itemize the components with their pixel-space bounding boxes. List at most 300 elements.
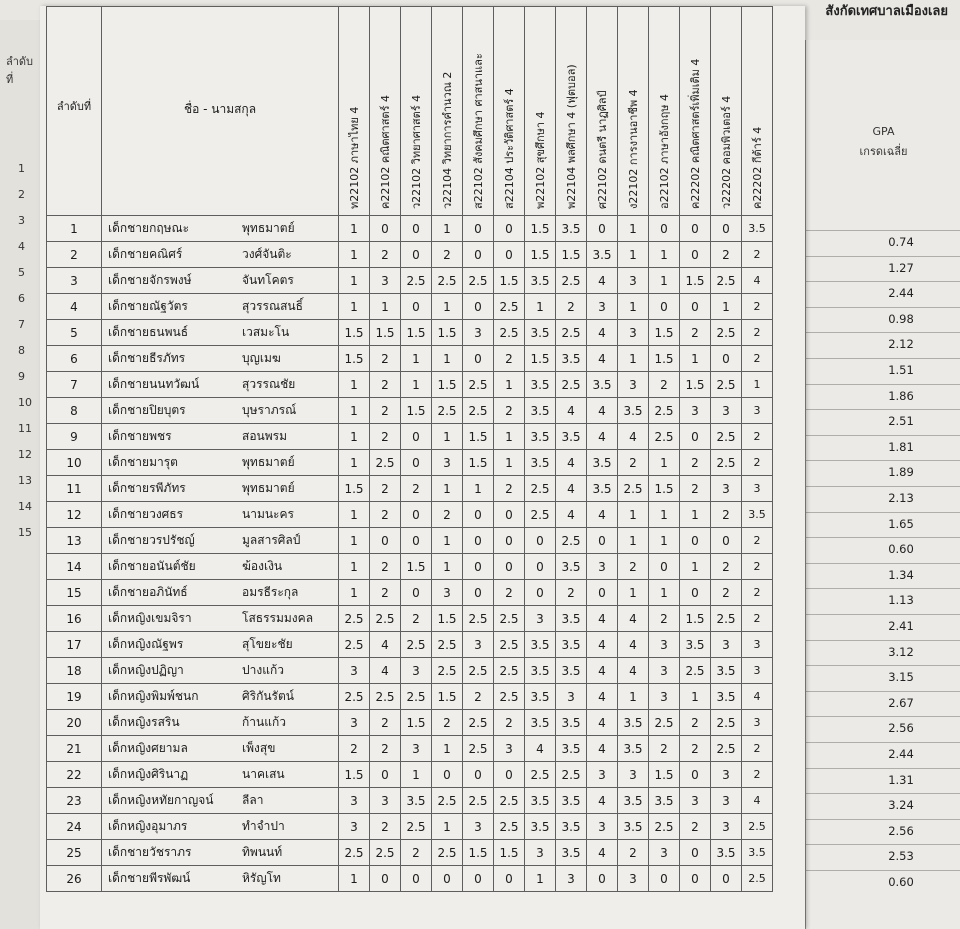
gpa-row-divider xyxy=(806,537,960,538)
grade-cell: 2 xyxy=(370,814,401,840)
grade-cell: 3.5 xyxy=(525,372,556,398)
gpa-value: 1.13 xyxy=(888,593,914,608)
grade-cell: 1.5 xyxy=(432,372,463,398)
grade-cell: 3.5 xyxy=(556,554,587,580)
grade-cell: 3.5 xyxy=(587,476,618,502)
grade-cell: 1.5 xyxy=(680,372,711,398)
grade-cell: 1.5 xyxy=(432,684,463,710)
grade-cell: 3.5 xyxy=(618,398,649,424)
grade-cell: 0 xyxy=(463,502,494,528)
grade-cell-extra: 3 xyxy=(742,710,773,736)
grade-cell: 4 xyxy=(587,710,618,736)
grade-cell: 3.5 xyxy=(556,216,587,242)
under-sheet-row-number: 4 xyxy=(18,240,25,253)
grade-cell: 1.5 xyxy=(649,320,680,346)
under-sheet-row-number: 7 xyxy=(18,318,25,331)
gpa-value: 1.89 xyxy=(888,465,914,480)
student-last-name: อมรธีระกุล xyxy=(238,580,339,606)
grade-cell: 1.5 xyxy=(649,476,680,502)
grade-cell: 3 xyxy=(587,554,618,580)
table-row xyxy=(47,320,773,346)
grade-cell: 2.5 xyxy=(494,814,525,840)
under-sheet-row-number: 3 xyxy=(18,214,25,227)
grade-cell: 3.5 xyxy=(556,710,587,736)
gpa-row-divider xyxy=(806,844,960,845)
grade-cell: 2.5 xyxy=(370,840,401,866)
gpa-row-divider xyxy=(806,640,960,641)
grade-cell-extra: 2 xyxy=(742,606,773,632)
grade-cell: 0 xyxy=(463,216,494,242)
gpa-row-divider xyxy=(806,486,960,487)
grade-cell: 0 xyxy=(587,580,618,606)
grade-cell: 1 xyxy=(618,580,649,606)
grade-cell: 2 xyxy=(370,398,401,424)
grade-cell: 1.5 xyxy=(525,242,556,268)
grade-cell: 2 xyxy=(370,346,401,372)
grade-cell: 1 xyxy=(432,814,463,840)
grade-cell: 2 xyxy=(370,424,401,450)
row-number: 4 xyxy=(47,294,102,320)
grade-cell: 1 xyxy=(339,216,370,242)
grade-cell: 0 xyxy=(649,294,680,320)
grade-cell: 3 xyxy=(587,814,618,840)
grade-cell: 4 xyxy=(587,606,618,632)
grade-cell-extra: 2 xyxy=(742,320,773,346)
grade-cell: 2.5 xyxy=(494,632,525,658)
grade-cell: 2.5 xyxy=(432,398,463,424)
student-first-name: เด็กหญิงปฏิญา xyxy=(102,658,239,684)
grade-cell: 2.5 xyxy=(463,398,494,424)
grade-cell-extra: 2 xyxy=(742,346,773,372)
grade-cell: 2.5 xyxy=(525,762,556,788)
row-number: 10 xyxy=(47,450,102,476)
grade-cell: 1 xyxy=(339,580,370,606)
table-row xyxy=(47,424,773,450)
grade-cell: 3 xyxy=(711,788,742,814)
table-row xyxy=(47,294,773,320)
table-row xyxy=(47,502,773,528)
row-number: 6 xyxy=(47,346,102,372)
grade-cell: 2 xyxy=(463,684,494,710)
grade-cell-extra: 4 xyxy=(742,268,773,294)
gpa-value: 0.60 xyxy=(888,542,914,557)
grade-cell: 3.5 xyxy=(618,736,649,762)
subject-label: ค22102 คณิตศาสตร์ 4 xyxy=(379,95,392,209)
student-first-name: เด็กหญิงเขมจิรา xyxy=(102,606,239,632)
table-row xyxy=(47,710,773,736)
grade-cell: 1 xyxy=(618,684,649,710)
student-last-name: มูลสารศิลป์ xyxy=(238,528,339,554)
gpa-value: 2.53 xyxy=(888,849,914,864)
grade-cell-extra: 1 xyxy=(742,372,773,398)
grade-cell: 3.5 xyxy=(711,684,742,710)
grade-cell: 3 xyxy=(494,736,525,762)
row-number: 20 xyxy=(47,710,102,736)
grade-cell: 2 xyxy=(370,736,401,762)
grade-cell: 3.5 xyxy=(525,450,556,476)
grade-cell: 2 xyxy=(556,580,587,606)
grade-cell: 4 xyxy=(556,502,587,528)
grade-cell: 1 xyxy=(618,346,649,372)
row-number: 8 xyxy=(47,398,102,424)
grade-cell: 3.5 xyxy=(618,710,649,736)
grade-cell: 2.5 xyxy=(711,320,742,346)
grade-cell: 2 xyxy=(618,554,649,580)
grade-cell: 0 xyxy=(432,762,463,788)
gpa-value: 1.86 xyxy=(888,388,914,403)
gpa-row-divider xyxy=(806,358,960,359)
grade-cell: 1 xyxy=(649,502,680,528)
grade-cell: 0 xyxy=(463,580,494,606)
grade-cell: 1 xyxy=(432,294,463,320)
grade-cell: 4 xyxy=(370,632,401,658)
grade-cell: 0 xyxy=(494,866,525,892)
grade-cell: 1 xyxy=(680,684,711,710)
gpa-value: 2.56 xyxy=(888,823,914,838)
grade-cell: 2.5 xyxy=(463,658,494,684)
grade-cell: 1 xyxy=(401,372,432,398)
student-last-name: ทิพนนท์ xyxy=(238,840,339,866)
grade-cell: 1.5 xyxy=(401,710,432,736)
grade-cell: 3.5 xyxy=(556,606,587,632)
table-row xyxy=(47,762,773,788)
grade-cell: 2.5 xyxy=(432,788,463,814)
grade-cell: 1 xyxy=(432,528,463,554)
grade-cell: 2.5 xyxy=(711,736,742,762)
grade-cell: 0 xyxy=(463,294,494,320)
student-first-name: เด็กชายอภินัทธ์ xyxy=(102,580,239,606)
gpa-value: 0.60 xyxy=(888,875,914,889)
grade-cell: 3 xyxy=(339,658,370,684)
row-number: 19 xyxy=(47,684,102,710)
grade-cell: 0 xyxy=(401,502,432,528)
student-first-name: เด็กหญิงพิมพ์ชนก xyxy=(102,684,239,710)
subject-label: ค22202 กีต้าร์ 4 xyxy=(751,126,764,209)
grade-cell: 4 xyxy=(618,606,649,632)
grade-cell: 4 xyxy=(587,346,618,372)
gpa-row-divider xyxy=(806,614,960,615)
grade-cell: 1.5 xyxy=(401,554,432,580)
grade-cell: 2.5 xyxy=(711,606,742,632)
column-header-subject xyxy=(463,7,494,216)
column-header-name: ชื่อ - นามสกุล xyxy=(102,7,339,216)
under-sheet-row-number: 6 xyxy=(18,292,25,305)
gpa-row-divider xyxy=(806,384,960,385)
grade-cell: 1 xyxy=(401,762,432,788)
grade-cell: 1.5 xyxy=(401,320,432,346)
grade-cell: 1 xyxy=(680,502,711,528)
grade-cell: 1 xyxy=(432,476,463,502)
grade-cell: 2.5 xyxy=(401,268,432,294)
column-header-subject xyxy=(618,7,649,216)
student-last-name: ปางแก้ว xyxy=(238,658,339,684)
grade-cell: 0 xyxy=(494,216,525,242)
grade-cell: 3 xyxy=(587,762,618,788)
grade-cell: 0 xyxy=(401,450,432,476)
table-row xyxy=(47,242,773,268)
student-last-name: วงศ์จันติะ xyxy=(238,242,339,268)
grade-cell: 1 xyxy=(525,866,556,892)
column-header-subject xyxy=(339,7,370,216)
grade-cell: 2.5 xyxy=(432,632,463,658)
column-header-subject xyxy=(370,7,401,216)
grade-cell-extra: 2.5 xyxy=(742,814,773,840)
grade-cell: 0 xyxy=(680,424,711,450)
grade-cell: 3 xyxy=(339,710,370,736)
grade-cell: 3.5 xyxy=(556,788,587,814)
student-last-name: หิรัญโท xyxy=(238,866,339,892)
student-first-name: เด็กชายอนันต์ชัย xyxy=(102,554,239,580)
grade-cell: 3 xyxy=(463,814,494,840)
grade-cell: 1 xyxy=(432,216,463,242)
subject-label: พ22104 พลศึกษา 4 (ฟุตบอล) xyxy=(565,64,578,209)
grade-cell: 3 xyxy=(370,788,401,814)
grade-cell: 2 xyxy=(711,502,742,528)
grade-cell: 2 xyxy=(494,346,525,372)
under-sheet-row-number: 5 xyxy=(18,266,25,279)
grade-cell: 0 xyxy=(680,528,711,554)
grade-cell: 1 xyxy=(649,268,680,294)
grade-cell: 0 xyxy=(432,866,463,892)
under-sheet-row-number: 1 xyxy=(18,162,25,175)
grade-cell: 2.5 xyxy=(370,606,401,632)
grade-cell: 0 xyxy=(463,866,494,892)
grade-cell-extra: 4 xyxy=(742,788,773,814)
column-header-subject xyxy=(401,7,432,216)
table-row xyxy=(47,684,773,710)
grade-cell: 2 xyxy=(339,736,370,762)
grade-cell: 0 xyxy=(587,866,618,892)
row-number: 11 xyxy=(47,476,102,502)
grade-cell: 3 xyxy=(711,762,742,788)
grade-cell: 2.5 xyxy=(432,840,463,866)
grade-cell: 1 xyxy=(339,450,370,476)
grade-cell: 2 xyxy=(680,320,711,346)
grade-cell: 3.5 xyxy=(525,788,556,814)
grade-cell: 1 xyxy=(618,502,649,528)
grade-cell: 4 xyxy=(587,398,618,424)
grade-cell: 2 xyxy=(618,840,649,866)
grade-cell: 2.5 xyxy=(649,398,680,424)
student-first-name: เด็กชายมารุต xyxy=(102,450,239,476)
grade-cell: 2.5 xyxy=(711,268,742,294)
student-last-name: ลีลา xyxy=(238,788,339,814)
subject-label: อ22102 ภาษาอังกฤษ 4 xyxy=(658,94,671,209)
grade-cell: 2 xyxy=(370,554,401,580)
grade-cell: 3 xyxy=(711,632,742,658)
grade-cell: 4 xyxy=(587,632,618,658)
grade-cell: 3 xyxy=(711,476,742,502)
grade-cell: 3 xyxy=(432,580,463,606)
under-sheet-column-label: ลำดับที่ xyxy=(6,55,34,86)
grade-cell: 2 xyxy=(711,554,742,580)
under-sheet-row-number: 12 xyxy=(18,448,32,461)
grade-cell: 3 xyxy=(587,294,618,320)
gpa-row-divider xyxy=(806,563,960,564)
gpa-value: 1.81 xyxy=(888,439,914,454)
grade-cell: 1 xyxy=(432,554,463,580)
grade-cell: 2.5 xyxy=(401,684,432,710)
row-number: 21 xyxy=(47,736,102,762)
grade-cell: 3 xyxy=(711,814,742,840)
grade-cell: 0 xyxy=(463,554,494,580)
grade-cell-extra: 2 xyxy=(742,736,773,762)
grade-cell: 2.5 xyxy=(463,268,494,294)
table-row xyxy=(47,606,773,632)
row-number: 3 xyxy=(47,268,102,294)
grade-cell: 3 xyxy=(649,658,680,684)
grade-cell: 1 xyxy=(494,450,525,476)
grade-cell: 1 xyxy=(649,580,680,606)
grade-cell: 0 xyxy=(680,294,711,320)
grade-cell-extra: 2 xyxy=(742,762,773,788)
subject-label: ค22202 คณิตศาสตร์เพิ่มเติม 4 xyxy=(689,58,702,209)
grade-cell: 4 xyxy=(556,398,587,424)
table-row xyxy=(47,580,773,606)
gpa-row-divider xyxy=(806,742,960,743)
grade-cell: 1 xyxy=(339,294,370,320)
grade-cell: 0 xyxy=(587,216,618,242)
under-sheet-row-number: 11 xyxy=(18,422,32,435)
grade-cell: 4 xyxy=(587,658,618,684)
grade-cell: 3 xyxy=(618,372,649,398)
grade-cell: 0 xyxy=(401,216,432,242)
grade-cell: 3.5 xyxy=(525,710,556,736)
grade-cell: 2 xyxy=(649,606,680,632)
student-first-name: เด็กชายณัฐวัตร xyxy=(102,294,239,320)
grade-cell: 3 xyxy=(680,398,711,424)
grades-table xyxy=(46,6,773,892)
student-last-name: ทำจำปา xyxy=(238,814,339,840)
student-last-name: พุทธมาตย์ xyxy=(238,216,339,242)
grade-cell: 0 xyxy=(494,242,525,268)
grade-cell: 2.5 xyxy=(494,684,525,710)
column-header-subject xyxy=(494,7,525,216)
gpa-value: 3.12 xyxy=(888,644,914,659)
subject-label: ศ22102 ดนตรี นาฏศิลป์ xyxy=(596,90,609,209)
grade-cell: 2 xyxy=(370,242,401,268)
grade-cell: 1 xyxy=(339,268,370,294)
grade-cell: 1 xyxy=(463,476,494,502)
grade-cell: 1 xyxy=(618,216,649,242)
grade-cell: 1 xyxy=(618,242,649,268)
subject-label: ส22102 สังคมศึกษา ศาสนาและ xyxy=(472,53,485,209)
grade-cell: 4 xyxy=(618,632,649,658)
table-row xyxy=(47,216,773,242)
grade-cell: 1 xyxy=(432,346,463,372)
grade-cell: 4 xyxy=(587,840,618,866)
column-header-subject xyxy=(742,7,773,216)
student-last-name: ศิริกันรัตน์ xyxy=(238,684,339,710)
grade-cell: 1.5 xyxy=(401,398,432,424)
subject-label: ว22104 วิทยาการคำนวณ 2 xyxy=(441,71,454,209)
grade-cell: 1 xyxy=(339,502,370,528)
grade-cell: 4 xyxy=(587,684,618,710)
grade-cell: 0 xyxy=(711,866,742,892)
grade-cell: 2.5 xyxy=(370,684,401,710)
column-header-subject xyxy=(525,7,556,216)
gpa-row-divider xyxy=(806,665,960,666)
gpa-value: 2.41 xyxy=(888,619,914,633)
grade-cell: 1.5 xyxy=(556,242,587,268)
grade-cell: 3.5 xyxy=(711,840,742,866)
grade-cell-extra: 3 xyxy=(742,632,773,658)
grade-cell: 3 xyxy=(711,398,742,424)
grade-cell-extra: 3.5 xyxy=(742,840,773,866)
grade-cell: 2 xyxy=(556,294,587,320)
gpa-row-divider xyxy=(806,691,960,692)
under-sheet-row-number: 9 xyxy=(18,370,25,383)
grade-cell: 1 xyxy=(649,450,680,476)
grade-cell: 0 xyxy=(711,216,742,242)
table-row xyxy=(47,632,773,658)
grade-cell: 3.5 xyxy=(649,788,680,814)
grade-cell-extra: 3.5 xyxy=(742,502,773,528)
gpa-header xyxy=(806,122,960,162)
table-row xyxy=(47,554,773,580)
gpa-value: 1.31 xyxy=(888,772,914,787)
grade-cell: 0 xyxy=(587,528,618,554)
grade-cell: 0 xyxy=(401,528,432,554)
student-first-name: เด็กชายธนพนธ์ xyxy=(102,320,239,346)
grade-cell: 1.5 xyxy=(463,424,494,450)
grade-cell: 0 xyxy=(463,762,494,788)
grade-cell: 0 xyxy=(401,866,432,892)
grade-cell: 2.5 xyxy=(556,268,587,294)
gpa-value: 2.13 xyxy=(888,491,914,505)
grade-cell: 1.5 xyxy=(680,606,711,632)
under-sheet-column xyxy=(0,20,41,929)
grade-cell: 2 xyxy=(494,580,525,606)
grade-cell: 4 xyxy=(587,736,618,762)
grade-cell: 2 xyxy=(432,710,463,736)
student-first-name: เด็กชายวรปรัชญ์ xyxy=(102,528,239,554)
grade-cell: 3.5 xyxy=(401,788,432,814)
grade-cell: 0 xyxy=(401,242,432,268)
grade-cell-extra: 2 xyxy=(742,528,773,554)
gpa-value: 1.27 xyxy=(888,260,914,275)
gpa-row-divider xyxy=(806,281,960,282)
grade-cell: 1 xyxy=(339,554,370,580)
student-last-name: พุทธมาตย์ xyxy=(238,476,339,502)
grade-cell: 2.5 xyxy=(649,710,680,736)
grade-cell: 2.5 xyxy=(339,606,370,632)
student-first-name: เด็กชายจักรพงษ์ xyxy=(102,268,239,294)
gpa-row-divider xyxy=(806,230,960,231)
grade-cell: 2 xyxy=(494,710,525,736)
grade-cell: 3 xyxy=(525,840,556,866)
column-header-subject xyxy=(680,7,711,216)
grade-cell: 4 xyxy=(525,736,556,762)
grade-cell: 3.5 xyxy=(680,632,711,658)
grade-cell: 2 xyxy=(494,476,525,502)
student-first-name: เด็กชายปิยบุตร xyxy=(102,398,239,424)
table-row xyxy=(47,814,773,840)
grade-cell-extra: 2 xyxy=(742,294,773,320)
grade-cell: 3 xyxy=(618,866,649,892)
grade-cell: 2 xyxy=(494,398,525,424)
table-row xyxy=(47,346,773,372)
under-sheet-row-number: 13 xyxy=(18,474,32,487)
grade-cell: 2.5 xyxy=(339,684,370,710)
grade-cell: 2 xyxy=(649,372,680,398)
grade-cell: 2.5 xyxy=(525,502,556,528)
gpa-value: 2.51 xyxy=(888,414,914,429)
gpa-value: 1.34 xyxy=(888,567,914,582)
grade-cell: 3 xyxy=(401,736,432,762)
grade-cell: 2 xyxy=(680,476,711,502)
grade-cell: 0 xyxy=(463,528,494,554)
